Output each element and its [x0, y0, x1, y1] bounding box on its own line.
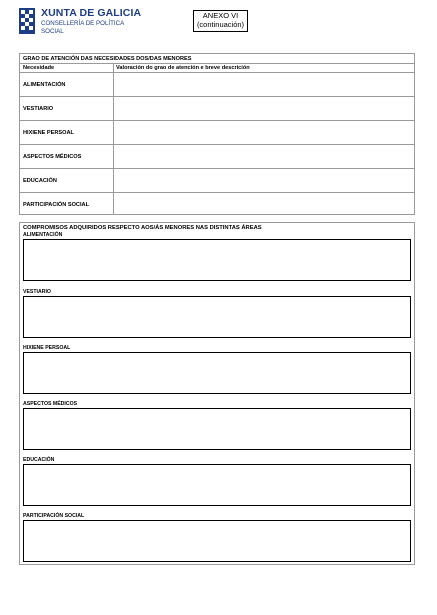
row-label: ASPECTOS MÉDICOS [23, 154, 82, 160]
needs-row-vestiario[interactable] [20, 96, 414, 121]
galicia-shield-icon [19, 8, 35, 34]
area-field-participacion-social[interactable] [23, 520, 411, 562]
row-label: HIXIENE PERSOAL [23, 130, 74, 136]
xunta-logo [19, 6, 142, 40]
area-field-vestiario[interactable] [23, 296, 411, 338]
area-field-educacion[interactable] [23, 464, 411, 506]
area-label-educacion: EDUCACIÓN [23, 457, 55, 463]
annex-title: ANEXO VI [202, 11, 239, 20]
commitments-section-title: COMPROMISOS ADQUIRIDOS RESPECTO AOS/ÁS MENORES NAS DISTINTAS ÁREAS [23, 225, 262, 231]
area-label-alimentacion: ALIMENTACIÓN [23, 232, 63, 238]
area-field-aspectos-medicos[interactable] [23, 408, 411, 450]
area-label-participacion-social: PARTICIPACIÓN SOCIAL [23, 513, 85, 519]
needs-row-educacion[interactable] [20, 168, 414, 193]
row-label: VESTIARIO [23, 106, 54, 112]
area-field-hixiene[interactable] [23, 352, 411, 394]
department-line-1: CONSELLERÍA DE POLÍTICA [41, 20, 125, 27]
needs-assessment-table [19, 53, 415, 215]
org-name: XUNTA DE GALICIA [41, 7, 142, 19]
needs-row-alimentacion[interactable] [20, 72, 414, 97]
commitments-section [19, 222, 415, 565]
area-label-hixiene: HIXIENE PERSOAL [23, 345, 71, 351]
needs-section-title: GRAO DE ATENCIÓN DAS NECESIDADES DOS/DAS MENORES [23, 56, 192, 62]
area-label-vestiario: VESTIARIO [23, 289, 51, 295]
area-label-aspectos-medicos: ASPECTOS MÉDICOS [23, 401, 78, 407]
area-field-alimentacion[interactable] [23, 239, 411, 281]
row-label: ALIMENTACIÓN [23, 82, 66, 88]
annex-subtitle: (continuación) [196, 20, 245, 29]
department-line-2: SOCIAL [41, 27, 64, 35]
annex-label-box [193, 10, 248, 32]
row-label: EDUCACIÓN [23, 178, 57, 184]
column-header-assessment: Valoración do grao de atención e breve descrición [116, 65, 250, 71]
column-header-need: Necesidade [23, 65, 55, 71]
needs-row-participacion-social[interactable] [20, 192, 414, 217]
needs-row-hixiene[interactable] [20, 120, 414, 145]
department-name [41, 20, 124, 35]
row-label: PARTICIPACIÓN SOCIAL [23, 202, 89, 208]
needs-row-aspectos-medicos[interactable] [20, 144, 414, 169]
